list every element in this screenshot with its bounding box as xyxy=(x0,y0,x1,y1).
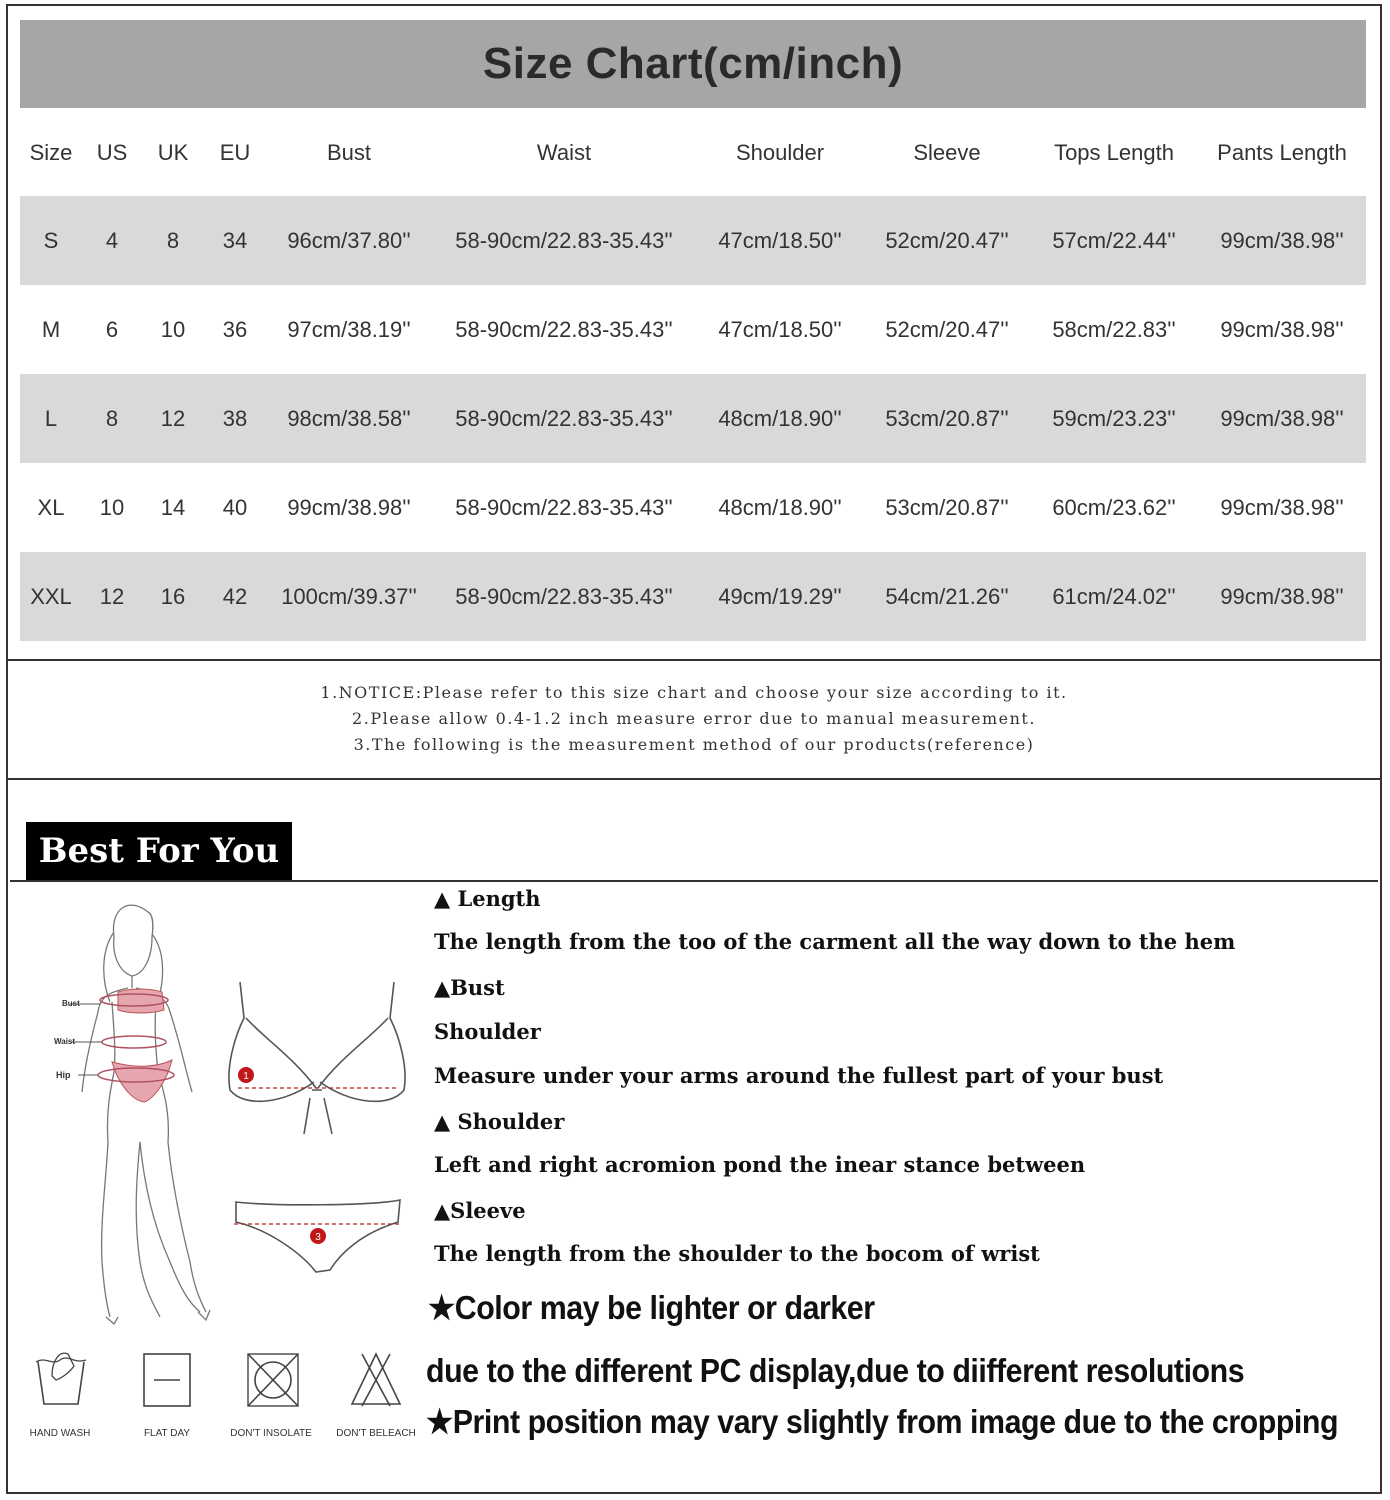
label-waist: Waist xyxy=(54,1037,76,1046)
table-cell: 48cm/18.90'' xyxy=(696,374,864,463)
table-cell: 10 xyxy=(99,494,125,520)
table-cell: 47cm/18.50'' xyxy=(718,316,842,342)
model-figure-illustration xyxy=(40,892,230,1332)
table-cell: 53cm/20.87'' xyxy=(864,374,1030,463)
table-cell: 96cm/37.80'' xyxy=(266,196,432,285)
best-for-you-banner xyxy=(26,822,292,880)
table-cell: 36 xyxy=(222,316,248,342)
table-cell: 99cm/38.98'' xyxy=(1198,196,1366,285)
table-cell: M xyxy=(41,316,61,342)
flat-dry-icon xyxy=(142,1350,194,1410)
table-cell: 60cm/23.62'' xyxy=(1052,494,1176,520)
notice-block xyxy=(6,680,1382,758)
bust-title: ▲Bust xyxy=(434,975,505,1000)
header-eu: EU xyxy=(219,140,251,165)
hand-wash-icon xyxy=(30,1346,90,1410)
flat-dry-label: FLAT DAY xyxy=(143,1428,191,1439)
notice-line: 2.Please allow 0.4-1.2 inch measure error due to manual measurement. xyxy=(352,709,1036,728)
no-bleach-icon xyxy=(348,1350,404,1410)
header-us: US xyxy=(96,140,128,165)
no-bleach-label: DON'T BELEACH xyxy=(336,1428,416,1439)
measure-marker-3-label: 3 xyxy=(315,1232,321,1243)
size-table xyxy=(20,110,1366,641)
divider xyxy=(6,778,1382,780)
table-cell: 99cm/38.98'' xyxy=(1220,316,1344,342)
table-row xyxy=(20,463,1366,552)
print-note: ★Print position may vary slightly from image due to the cropping xyxy=(426,1403,1339,1440)
header-uk: UK xyxy=(157,140,189,165)
label-bust: Bust xyxy=(62,999,80,1008)
table-cell: 58-90cm/22.83-35.43'' xyxy=(432,196,696,285)
notice-line: 3.The following is the measurement method of our products(reference) xyxy=(353,735,1035,754)
header-size: Size xyxy=(29,140,73,165)
table-cell: 57cm/22.44'' xyxy=(1030,196,1198,285)
table-cell: 58-90cm/22.83-35.43'' xyxy=(455,316,673,342)
header-pants-length: Pants Length xyxy=(1217,140,1347,165)
table-cell: 54cm/21.26'' xyxy=(864,552,1030,641)
table-row xyxy=(20,285,1366,374)
table-cell: 48cm/18.90'' xyxy=(718,494,842,520)
bust-subtitle: Shoulder xyxy=(434,1019,541,1044)
notice-line: 1.NOTICE:Please refer to this size chart and choose your size according to it. xyxy=(320,683,1068,702)
header-bust: Bust xyxy=(326,140,372,165)
bust-text: Measure under your arms around the fullest part of your bust xyxy=(434,1063,1164,1088)
table-cell: XXL xyxy=(20,552,82,641)
table-cell: 99cm/38.98'' xyxy=(1198,552,1366,641)
table-cell: XL xyxy=(37,494,65,520)
table-cell: 34 xyxy=(204,196,266,285)
table-cell: 52cm/20.47'' xyxy=(885,316,1009,342)
title-bar xyxy=(20,20,1366,108)
table-header-row xyxy=(20,110,1366,196)
bra-diagram xyxy=(224,978,414,1138)
table-cell: 40 xyxy=(222,494,248,520)
table-cell: 12 xyxy=(82,552,142,641)
shoulder-text: Left and right acromion pond the inear stance between xyxy=(434,1152,1086,1177)
sleeve-title: ▲Sleeve xyxy=(434,1198,526,1223)
table-cell: 53cm/20.87'' xyxy=(885,494,1009,520)
sleeve-text: The length from the shoulder to the bocom of wrist xyxy=(434,1241,1040,1266)
header-tops-length: Tops Length xyxy=(1054,140,1174,165)
table-cell: 8 xyxy=(82,374,142,463)
table-cell: 47cm/18.50'' xyxy=(696,196,864,285)
table-cell: 61cm/24.02'' xyxy=(1030,552,1198,641)
no-sun-icon xyxy=(244,1350,302,1410)
table-cell: 58-90cm/22.83-35.43'' xyxy=(455,494,673,520)
hand-wash-label: HAND WASH xyxy=(29,1428,91,1439)
table-cell: S xyxy=(20,196,82,285)
label-hip: Hip xyxy=(56,1070,71,1080)
measure-marker-1-label: 1 xyxy=(243,1071,249,1082)
table-row xyxy=(20,374,1366,463)
divider xyxy=(6,659,1382,661)
table-cell: 8 xyxy=(142,196,204,285)
best-for-you-label: Best For You xyxy=(38,831,280,871)
table-cell: 99cm/38.98'' xyxy=(1198,374,1366,463)
table-cell: 59cm/23.23'' xyxy=(1030,374,1198,463)
table-cell: 99cm/38.98'' xyxy=(287,494,411,520)
table-cell: 42 xyxy=(204,552,266,641)
table-cell: 99cm/38.98'' xyxy=(1220,494,1344,520)
table-cell: 52cm/20.47'' xyxy=(864,196,1030,285)
header-shoulder: Shoulder xyxy=(735,140,825,165)
color-note: ★Color may be lighter or darker xyxy=(428,1289,875,1326)
table-cell: 98cm/38.58'' xyxy=(266,374,432,463)
table-cell: 10 xyxy=(160,316,186,342)
display-note: due to the different PC display,due to diifferent resolutions xyxy=(426,1352,1245,1389)
table-cell: 4 xyxy=(82,196,142,285)
table-cell: 58-90cm/22.83-35.43'' xyxy=(432,374,696,463)
shoulder-title: ▲ Shoulder xyxy=(434,1109,565,1134)
no-insolate-label: DON'T INSOLATE xyxy=(230,1428,312,1439)
table-cell: 97cm/38.19'' xyxy=(287,316,411,342)
table-cell: L xyxy=(20,374,82,463)
table-cell: 58cm/22.83'' xyxy=(1052,316,1176,342)
table-cell: 16 xyxy=(142,552,204,641)
divider xyxy=(10,880,1378,882)
table-cell: 58-90cm/22.83-35.43'' xyxy=(432,552,696,641)
table-cell: 12 xyxy=(142,374,204,463)
length-text: The length from the too of the carment all the way down to the hem xyxy=(434,929,1236,954)
table-row xyxy=(20,196,1366,285)
table-cell: 38 xyxy=(204,374,266,463)
table-cell: 14 xyxy=(160,494,186,520)
header-sleeve: Sleeve xyxy=(913,140,981,165)
bottom-diagram xyxy=(230,1196,406,1276)
table-cell: 6 xyxy=(105,316,119,342)
page-title: Size Chart(cm/inch) xyxy=(482,39,904,88)
header-waist: Waist xyxy=(536,140,592,165)
table-cell: 49cm/19.29'' xyxy=(696,552,864,641)
table-row xyxy=(20,552,1366,641)
length-title: ▲ Length xyxy=(434,886,541,911)
table-cell: 100cm/39.37'' xyxy=(266,552,432,641)
